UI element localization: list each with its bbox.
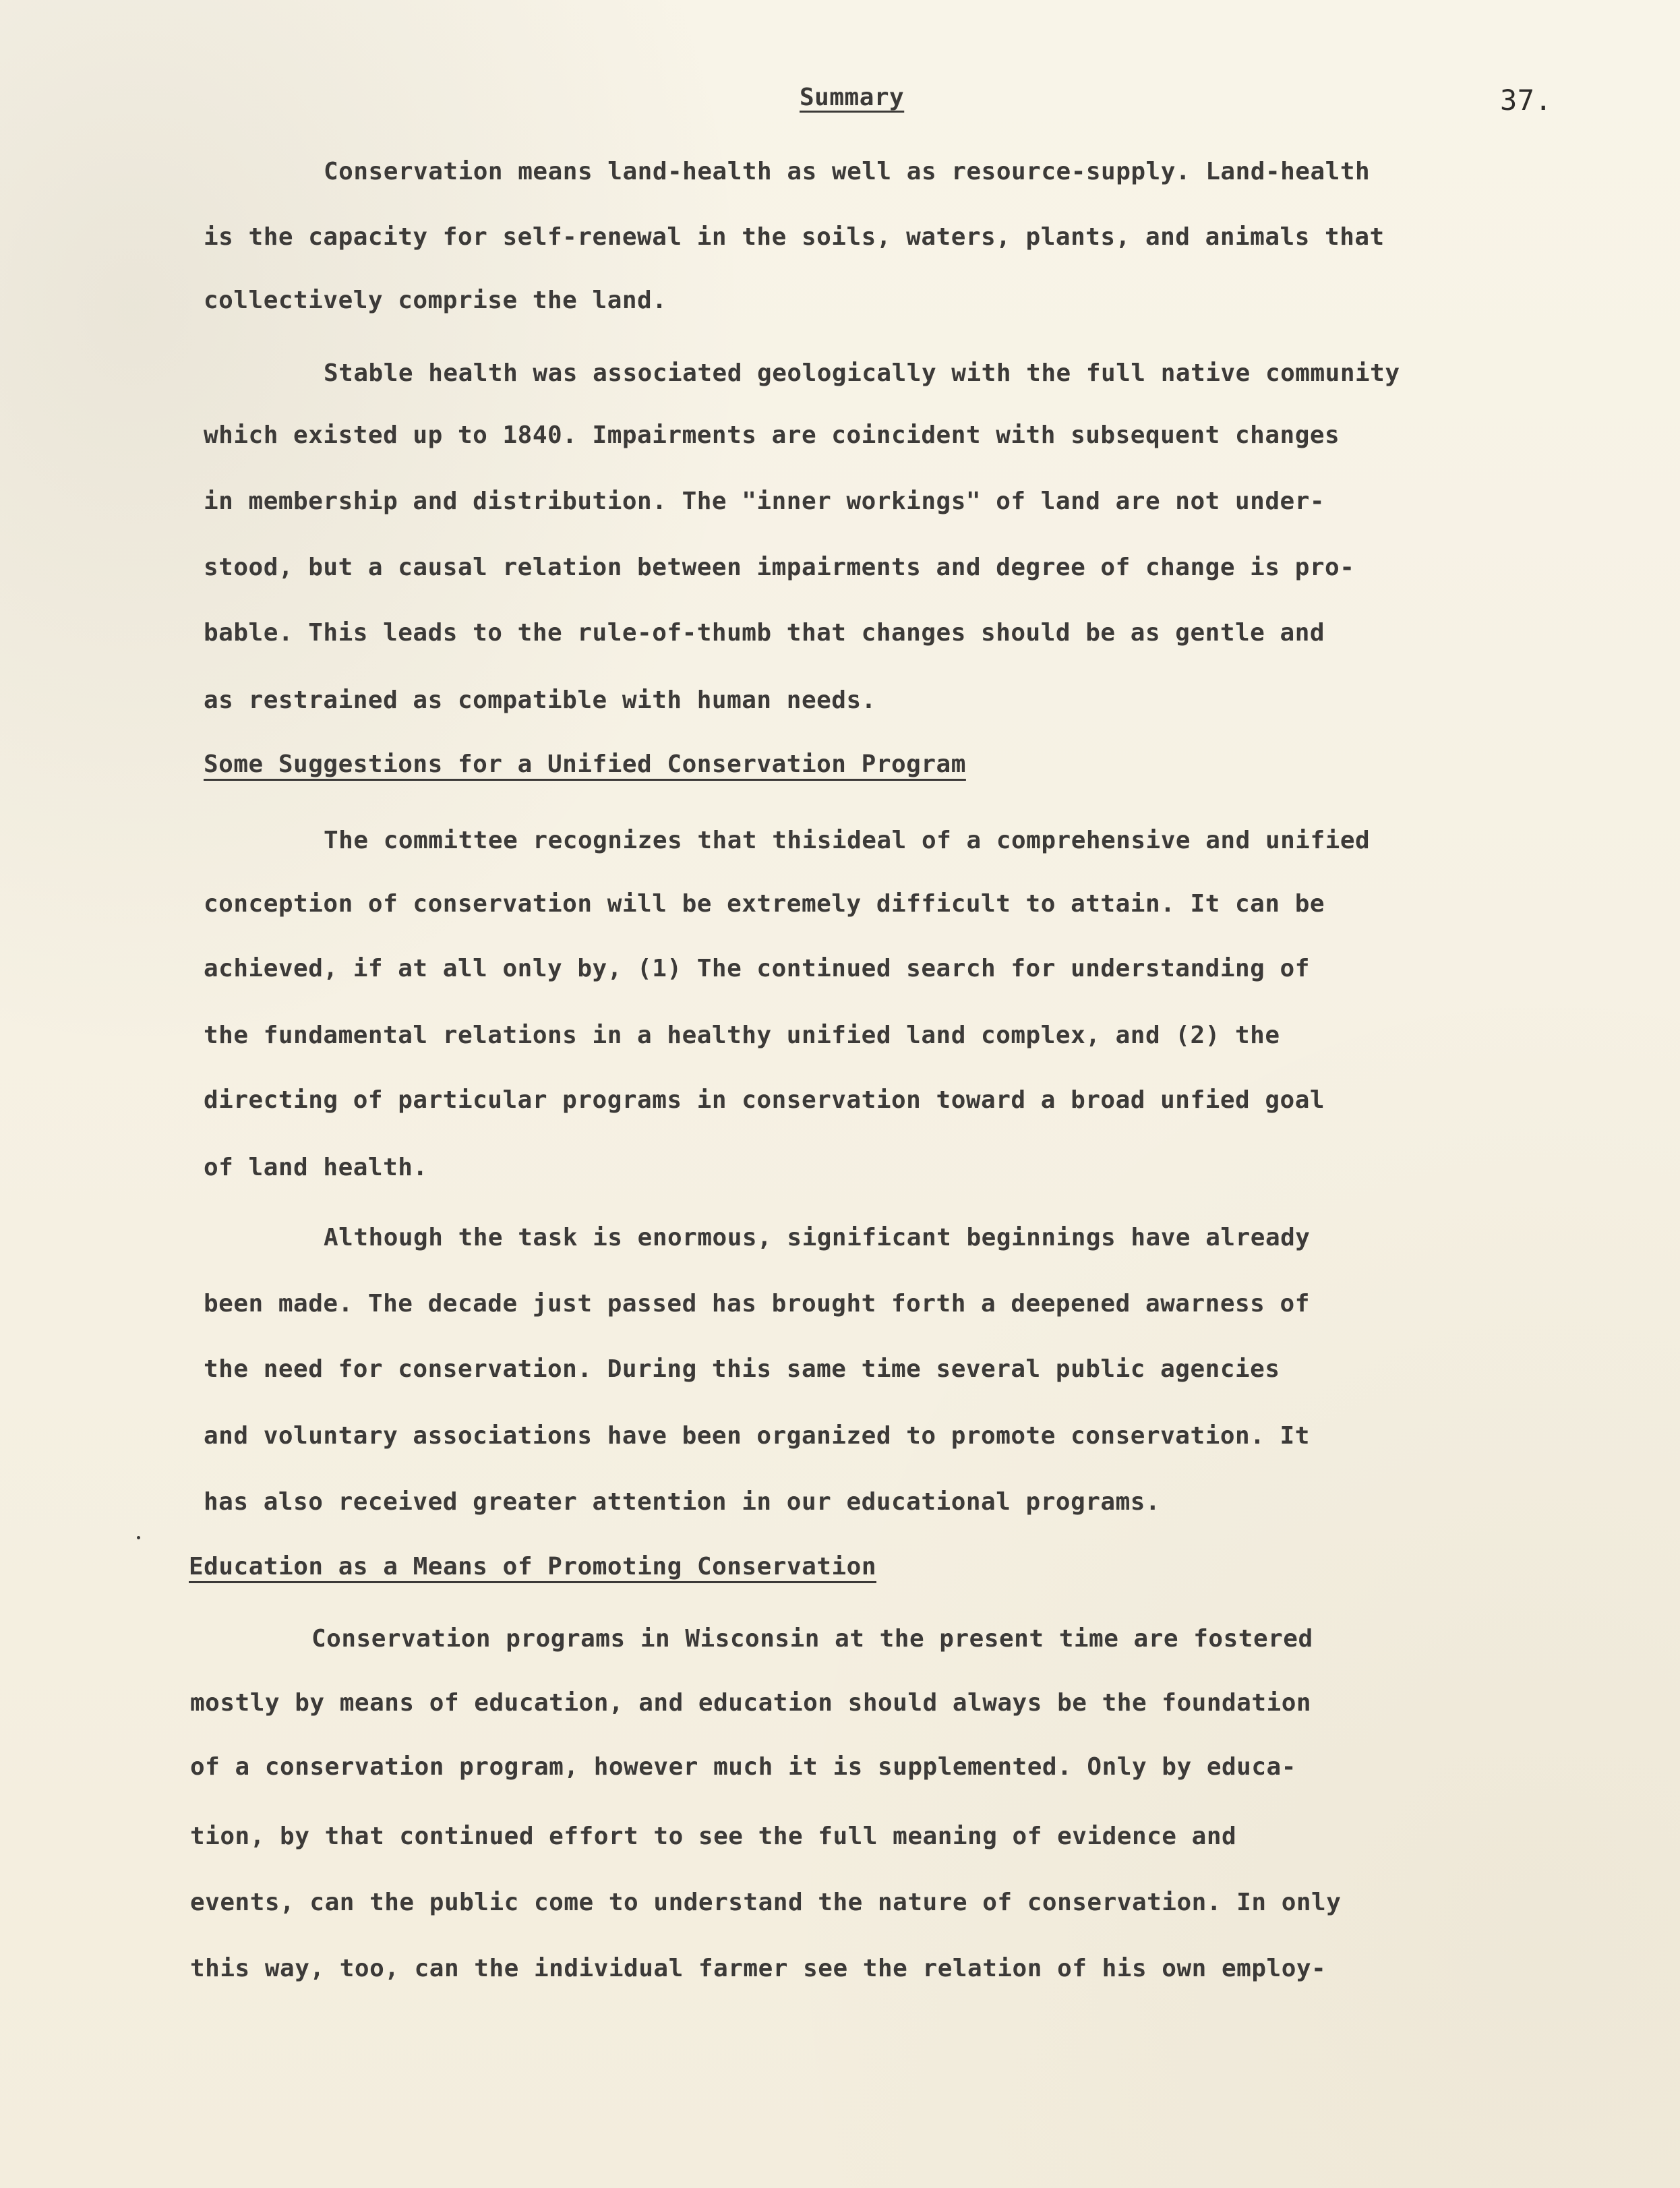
body-line: the fundamental relations in a healthy unified land complex, and (2) the <box>204 1022 1280 1049</box>
ink-speck <box>137 1536 140 1539</box>
body-line: in membership and distribution. The "inner workings" of land are not under- <box>204 487 1325 515</box>
body-line: achieved, if at all only by, (1) The continued search for understanding of <box>204 955 1310 982</box>
body-line: The committee recognizes that thisideal of a comprehensive and unified <box>324 827 1371 854</box>
body-line: conception of conservation will be extremely difficult to attain. It can be <box>204 890 1325 918</box>
body-line: Although the task is enormous, significant beginnings have already <box>324 1224 1311 1251</box>
body-line: directing of particular programs in conservation toward a broad unfied goal <box>204 1086 1325 1114</box>
section-heading: Some Suggestions for a Unified Conservation Program <box>204 750 966 778</box>
body-line: of land health. <box>204 1154 428 1181</box>
page-title: Summary <box>800 84 905 111</box>
body-line: is the capacity for self-renewal in the soils, waters, plants, and animals that <box>204 223 1385 251</box>
body-line: mostly by means of education, and education should always be the foundation <box>190 1689 1312 1717</box>
body-line: been made. The decade just passed has brought forth a deepened awarness of <box>204 1290 1310 1318</box>
body-line: this way, too, can the individual farmer see the relation of his own employ- <box>190 1955 1327 1982</box>
body-line: bable. This leads to the rule-of-thumb that changes should be as gentle and <box>204 619 1325 647</box>
body-line: tion, by that continued effort to see the full meaning of evidence and <box>190 1823 1237 1850</box>
body-line: the need for conservation. During this same time several public agencies <box>204 1355 1280 1383</box>
page-number: 37. <box>1500 84 1553 117</box>
body-line: Conservation programs in Wisconsin at the present time are fostered <box>311 1625 1313 1653</box>
body-line: Conservation means land-health as well as resource-supply. Land-health <box>324 158 1371 185</box>
body-line: Stable health was associated geologically with the full native community <box>324 359 1400 387</box>
body-line: events, can the public come to understand the nature of conservation. In only <box>190 1889 1342 1916</box>
body-line: collectively comprise the land. <box>204 287 667 314</box>
section-heading: Education as a Means of Promoting Conservation <box>189 1553 876 1580</box>
body-line: of a conservation program, however much it is supplemented. Only by educa- <box>190 1753 1296 1781</box>
body-line: and voluntary associations have been organized to promote conservation. It <box>204 1422 1310 1450</box>
body-line: which existed up to 1840. Impairments are coincident with subsequent changes <box>204 421 1340 449</box>
body-line: has also received greater attention in our educational programs. <box>204 1488 1161 1516</box>
body-line: as restrained as compatible with human needs. <box>204 686 876 714</box>
body-line: stood, but a causal relation between impairments and degree of change is pro- <box>204 554 1355 581</box>
